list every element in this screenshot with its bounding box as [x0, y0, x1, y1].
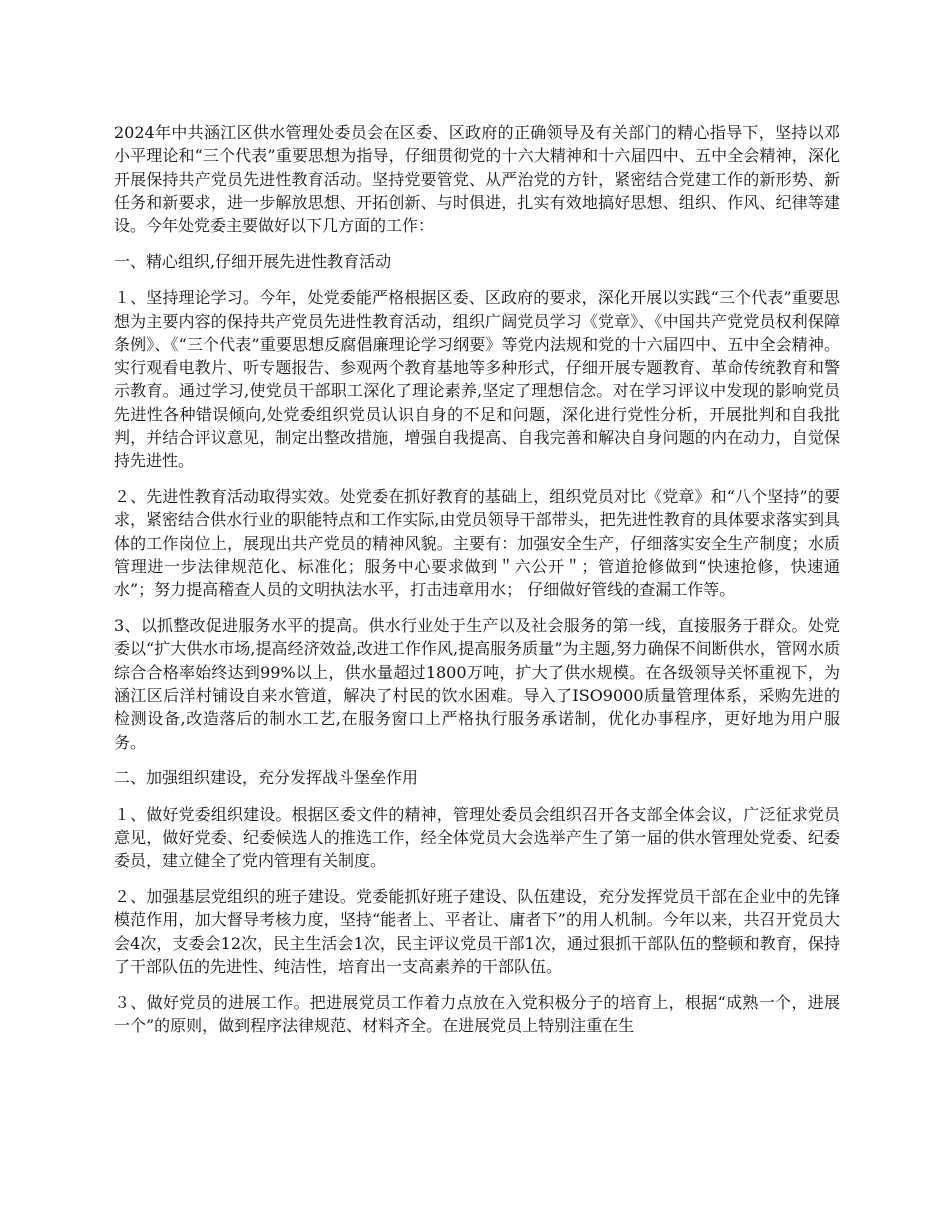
paragraph-1-2: ２、先进性教育活动取得实效。处党委在抓好教育的基础上，组织党员对比《党章》和“八个坚持”的要求，紧密结合供水行业的职能特点和工作实际,由党员领导干部带头，把先进性教育的具体要求落实到具体的工作岗位上，展现出共产党员的精神风貌。主要有：加强安全生产，仔细落实安全生产制度；水质管理进一步法律规范化、标准化；服务中心要求做到＂六公开＂；管道抢修做到“快速抢修，快速通水”；努力提高稽查人员的文明执法水平，打击违章用水； 仔细做好管线的查漏工作等。 — [114, 487, 840, 600]
paragraph-2-2: ２、加强基层党组织的班子建设。党委能抓好班子建设、队伍建设，充分发挥党员干部在企业中的先锋模范作用，加大督导考核力度，坚持“能者上、平者让、庸者下”的用人机制。今年以来，共召开党员大会4次，支委会12次，民主生活会1次，民主评议党员干部1次，通过狠抓干部队伍的整顿和教育，保持了干部队伍的先进性、纯洁性，培育出一支高素养的干部队伍。 — [114, 887, 840, 976]
section-heading-2: 二、加强组织建设，充分发挥战斗堡垒作用 — [114, 768, 419, 788]
section-heading-1: 一、精心组织,仔细开展先进性教育活动 — [114, 251, 392, 271]
document-page — [114, 121, 840, 1050]
paragraph-1-3: 3、以抓整改促进服务水平的提高。供水行业处于生产以及社会服务的第一线，直接服务于群众。处党委以“扩大供水市场,提高经济效益,改进工作作风,提高服务质量”为主题,努力确保不间断供水，管网水质综合合格率始终达到99%以上，供水量超过1800万吨，扩大了供水规模。在各级领导关怀重视下，为涵江区后洋村铺设自来水管道，解决了村民的饮水困难。导入了ISO9000质量管理体系，采购先进的检测设备,改造落后的制水工艺,在服务窗口上严格执行服务承诺制，优化办事程序，更好地为用户服务。 — [114, 616, 840, 752]
paragraph-2-3: ３、做好党员的进展工作。把进展党员工作着力点放在入党积极分子的培育上，根据“成熟一个，进展一个”的原则，做到程序法律规范、材料齐全。在进展党员上特别注重在生 — [114, 992, 840, 1036]
intro-paragraph: 2024年中共涵江区供水管理处委员会在区委、区政府的正确领导及有关部门的精心指导下，坚持以邓小平理论和“三个代表”重要思想为指导，仔细贯彻党的十六大精神和十六届四中、五中全会精神，深化开展保持共产党员先进性教育活动。坚持党要管党、从严治党的方针，紧密结合党建工作的新形势、新任务和新要求，进一步解放思想、开拓创新、与时俱进，扎实有效地搞好思想、组织、作风、纪律等建设。今年处党委主要做好以下几方面的工作： — [114, 123, 840, 236]
paragraph-1-1: １、坚持理论学习。今年，处党委能严格根据区委、区政府的要求，深化开展以实践“三个代表”重要思想为主要内容的保持共产党员先进性教育活动，组织广阔党员学习《党章》、《中国共产党党员权利保障条例》、《“三个代表”重要思想反腐倡廉理论学习纲要》等党内法规和党的十六届四中、五中全会精神。实行观看电教片、听专题报告、参观两个教育基地等多种形式，仔细开展专题教育、革命传统教育和警示教育。通过学习,使党员干部职工深化了理论素养,坚定了理想信念。对在学习评议中发现的影响党员先进性各种错误倾向,处党委组织党员认识自身的不足和问题，深化进行党性分析，开展批判和自我批判，并结合评议意见，制定出整改措施，增强自我提高、自我完善和解决自身问题的内在动力，自觉保持先进性。 — [114, 288, 840, 471]
paragraph-2-1: １、做好党委组织建设。根据区委文件的精神，管理处委员会组织召开各支部全体会议，广泛征求党员意见，做好党委、纪委候选人的推选工作，经全体党员大会选举产生了第一届的供水管理处党委、纪委委员，建立健全了党内管理有关制度。 — [114, 804, 840, 871]
